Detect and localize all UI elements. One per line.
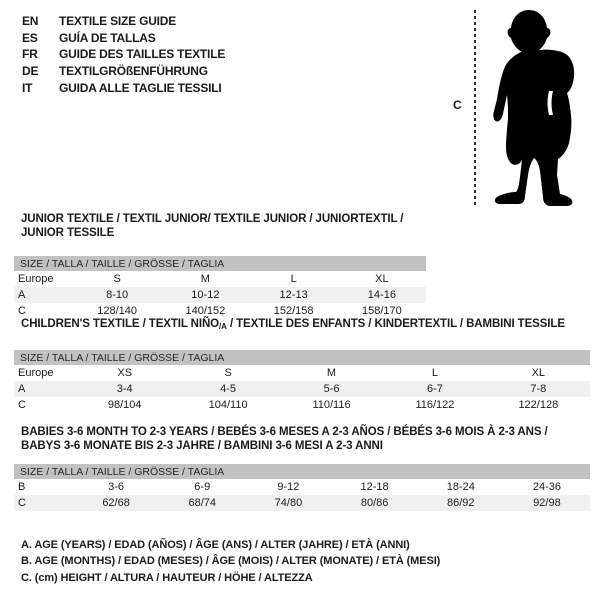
- legend-line-b: B. AGE (MONTHS) / EDAD (MESES) / ÂGE (MOIS) / ALTER (MONATE) / ETÀ (MESI): [21, 555, 441, 568]
- cell: 10-12: [191, 289, 220, 301]
- cell: L: [431, 367, 438, 379]
- children-table-title: [14, 317, 590, 334]
- cell: M: [200, 273, 210, 285]
- table-row: [14, 495, 590, 511]
- cell: XL: [531, 367, 546, 379]
- language-row: [22, 30, 225, 47]
- size-header-label: SIZE / TALLA / TAILLE / GRÖSSE / TAGLIA: [20, 257, 225, 270]
- language-code: FR: [22, 47, 38, 62]
- cell: 6-7: [426, 383, 443, 395]
- cell: XL: [375, 273, 389, 285]
- legend-line-a: A. AGE (YEARS) / EDAD (AÑOS) / ÂGE (ANS) / ALTER (JAHRE) / ETÀ (ANNI): [21, 539, 410, 551]
- cell: 104/110: [208, 399, 248, 411]
- cell: XS: [117, 367, 133, 379]
- babies-table: [14, 425, 590, 511]
- cell: 80/86: [360, 497, 389, 509]
- cell: 14-16: [367, 289, 396, 301]
- language-row: [22, 79, 225, 96]
- size-header-label: SIZE / TALLA / TAILLE / GRÖSSE / TAGLIA: [20, 465, 225, 478]
- row-label: A: [18, 383, 26, 395]
- table-row: [14, 365, 590, 381]
- cell: 116/122: [415, 399, 455, 411]
- row-label: C: [18, 399, 26, 411]
- size-header-band: [14, 464, 590, 479]
- language-row: [22, 63, 225, 80]
- language-row: [22, 13, 225, 30]
- legend-line-c: C. (cm) HEIGHT / ALTURA / HAUTEUR / HÖHE / ALTEZZA: [21, 571, 313, 584]
- cell: 158/170: [361, 305, 402, 317]
- title-part: CHILDREN'S TEXTILE / TEXTIL NIÑO: [21, 318, 220, 330]
- cell: 12-18: [360, 481, 389, 493]
- language-title: GUÍA DE TALLAS: [59, 30, 156, 45]
- baby-silhouette-icon: [487, 7, 587, 209]
- children-table: [14, 317, 590, 413]
- cell: 18-24: [446, 481, 475, 493]
- title-subscript: /A: [219, 322, 227, 331]
- language-code: EN: [22, 14, 39, 29]
- table-row: [14, 397, 590, 413]
- table-row: [14, 287, 426, 303]
- language-row: [22, 46, 225, 63]
- row-label: Europe: [18, 273, 54, 285]
- cell: 7-8: [530, 383, 547, 395]
- height-measure-label: C: [453, 98, 462, 112]
- cell: 92/98: [533, 497, 561, 509]
- measure-legend: [21, 537, 440, 586]
- cell: 6-9: [194, 481, 211, 493]
- language-title: TEXTILGRÖßENFÜHRUNG: [59, 64, 208, 79]
- cell: 152/158: [273, 305, 314, 317]
- cell: M: [326, 367, 337, 379]
- cell: 68/74: [188, 497, 217, 509]
- cell: 86/92: [447, 497, 475, 509]
- cell: 9-12: [277, 481, 300, 493]
- cell: 24-36: [532, 481, 562, 493]
- row-label: Europe: [18, 367, 54, 379]
- junior-table-title: JUNIOR TEXTILE / TEXTIL JUNIOR/ TEXTILE JUNIOR / JUNIORTEXTIL / JUNIOR TESSILE: [21, 213, 404, 239]
- language-code: DE: [22, 64, 39, 79]
- row-label: C: [18, 305, 26, 317]
- height-measure-dashed-line: [474, 10, 476, 207]
- title-part: / TEXTILE DES ENFANTS / KINDERTEXTIL / BAMBINI TESSILE: [226, 318, 565, 330]
- cell: 8-10: [106, 289, 129, 301]
- language-title: GUIDA ALLE TAGLIE TESSILI: [59, 80, 222, 95]
- table-row: [14, 381, 590, 397]
- cell: 140/152: [185, 305, 226, 317]
- babies-table-title: [14, 425, 590, 453]
- cell: S: [224, 367, 232, 379]
- language-title: GUIDE DES TAILLES TEXTILE: [59, 47, 226, 62]
- cell: L: [290, 273, 297, 285]
- cell: 110/116: [312, 399, 351, 411]
- cell: 3-4: [116, 383, 133, 395]
- title-line: BABYS 3-6 MONATE BIS 2-3 JAHRE / BAMBINI 3-6 MESI A 2-3 ANNI: [21, 440, 383, 452]
- cell: 3-6: [108, 481, 125, 493]
- language-title-block: [22, 13, 225, 96]
- language-code: ES: [22, 30, 38, 45]
- title-line: BABIES 3-6 MONTH TO 2-3 YEARS / BEBÉS 3-6 MESES A 2-3 AÑOS / BÉBÉS 3-6 MOIS À 2-3 ANS /: [21, 426, 548, 438]
- size-header-band: [14, 256, 426, 271]
- language-code: IT: [22, 80, 33, 95]
- cell: 62/68: [102, 497, 130, 509]
- language-title: TEXTILE SIZE GUIDE: [59, 14, 177, 29]
- size-header-band: [14, 350, 590, 365]
- table-row: [14, 271, 426, 287]
- size-header-label: SIZE / TALLA / TAILLE / GRÖSSE / TAGLIA: [20, 351, 225, 364]
- cell: 122/128: [518, 399, 559, 411]
- cell: 98/104: [107, 399, 142, 411]
- cell: 128/140: [97, 305, 137, 317]
- cell: 12-13: [279, 289, 308, 301]
- cell: 74/80: [274, 497, 303, 509]
- row-label: C: [18, 497, 26, 509]
- table-row: [14, 479, 590, 495]
- cell: S: [113, 273, 121, 285]
- row-label: A: [18, 289, 26, 301]
- cell: 5-6: [323, 383, 340, 395]
- cell: 4-5: [220, 383, 237, 395]
- row-label: B: [18, 481, 26, 493]
- junior-table: [14, 212, 426, 319]
